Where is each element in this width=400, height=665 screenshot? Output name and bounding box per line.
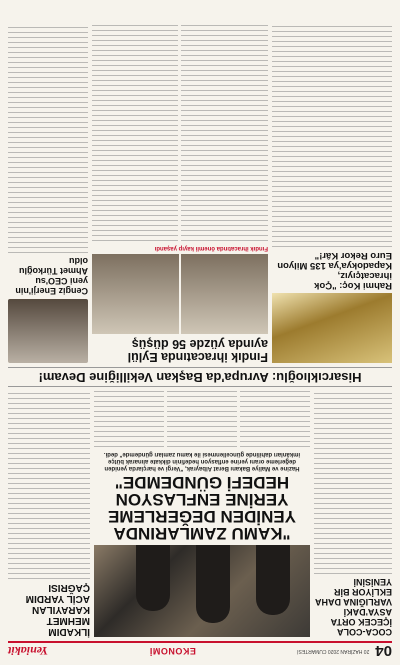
article-headline: Cengiz Enerji'nin yeni CEO'su Ahmet Türkoğlu oldu [15,256,88,296]
top-section [8,391,392,637]
pull-quote: Fındık ihracatında önemli kayıp yaşandı [154,245,268,251]
main-spot: Hazine ve Maliye Bakanı Berat Albayrak, "Vergi ve harçlarda yeniden değerleme oranı yerine enflasyon hedefinin dikkate alınarak bütçe imkânları dahilinde güncellenmesi ile kamu zamları gündemde" dedi. [103,451,301,471]
article-coca-cola [314,391,392,637]
article-body [8,23,88,253]
banner-headline: Hisarcıklıoğlu: Avrupa'da Başkan Vekilliğine Devam! [38,370,362,385]
article-headline: COCA-COLA İÇECEK ORTA ASYA'DAKİ VARLIĞINA DAHA EKLİYOR BİR YENİSİNİ [315,577,392,637]
bottom-section [8,23,392,363]
body-column [167,391,237,447]
body-column [182,23,269,241]
article-headline: Fındık ihracatında Eylül ayında yüzde 56 düşüş [127,337,268,364]
article-headline: Rahmi Koç: "Çok ihracatçıyız, Kapadokya'ya 135 Milyon Euro Rekor Kâr!" [277,250,392,291]
ad-photo [272,293,392,363]
article-body [314,391,392,574]
banner [8,367,392,387]
article-body [92,23,268,241]
photo [92,254,179,334]
article-body [8,391,90,579]
masthead [8,641,392,659]
article-right [8,391,90,637]
photo [181,254,268,334]
body-column [92,23,179,241]
article-koc [272,23,392,363]
article-cengiz [8,23,88,363]
body-column [240,391,310,447]
main-headline: "KAMU ZAMLARINDA YENİDEN DEĞERLEME YERİNE ENFLASYON HEDEFİ GÜNDEMDE" [108,473,296,543]
person-photo [256,545,290,615]
portrait-photo [8,299,88,363]
issue-date: 20 HAZİRAN 2020 CUMARTESİ [297,648,370,654]
article-body [272,23,392,247]
photo-row [92,254,268,334]
person-photo [136,545,170,611]
newspaper-logo: Yeniakit [8,644,49,659]
article-headline: İLKADIM MEHMET KARAYILAN ACİL YARDIM ÇAĞRISI [25,582,90,637]
main-body [94,391,310,447]
section-title: EKONOMİ [149,646,196,656]
page-number: 04 [375,642,392,660]
body-column [94,391,164,447]
article-findik [92,23,268,363]
article-main [94,391,310,637]
main-photo [94,545,310,637]
person-photo [196,545,230,623]
